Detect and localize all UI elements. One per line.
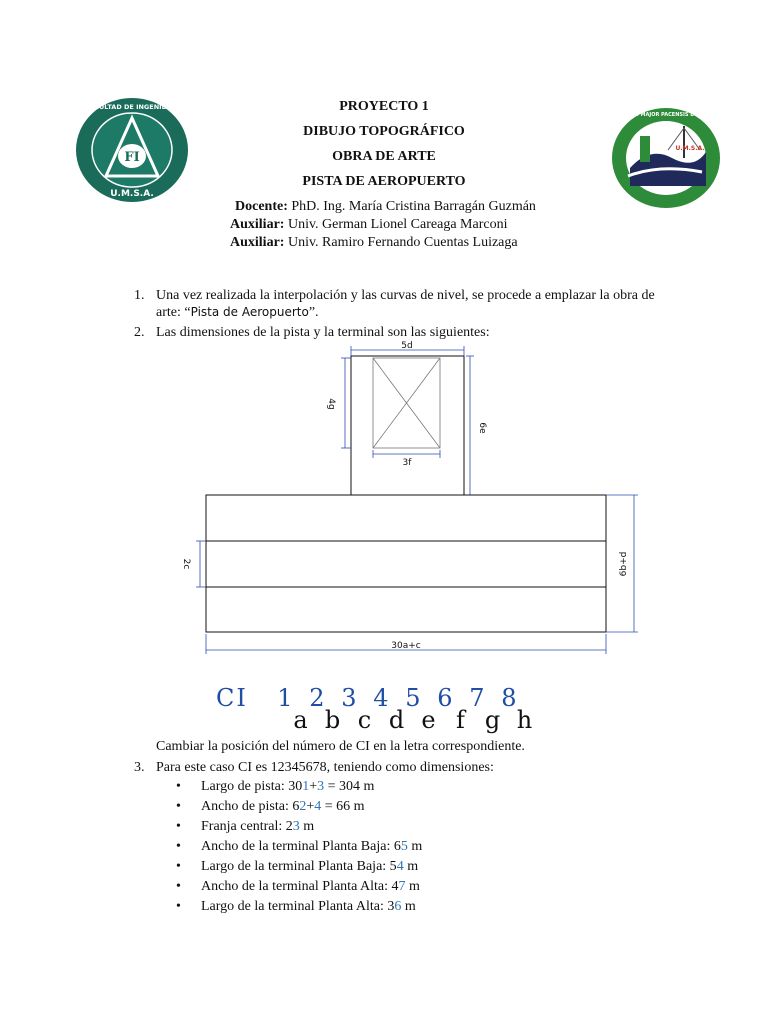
header-project: PROYECTO 1 [339,99,429,114]
ci-letter: g [484,706,504,734]
list-item-1-mono: Pista de Aeropuerto [190,305,309,319]
instruction-text: Cambiar la posición del número de CI en la letra correspondiente. [156,739,525,754]
ci-letter: a [293,706,311,734]
auxiliar2-name: Univ. Ramiro Fernando Cuentas Luizaga [287,235,518,250]
auxiliar2-line [230,235,518,251]
bullet-dot: • [176,799,181,814]
university-logo-ring: UNIVERSITAS MAJOR PACENSIS DIVI ANDREAE [601,112,731,118]
header-course: DIBUJO TOPOGRÁFICO [303,124,465,139]
auxiliar2-label: Auxiliar: [230,235,285,250]
bullet-text: Largo de pista: 301+3 = 304 m [201,779,375,794]
docente-label: Docente: [235,199,288,214]
list-item-2-text: Las dimensiones de la pista y la terminal son las siguientes: [156,325,490,340]
university-logo-center: U.M.S.A. [675,145,705,152]
list-item-1-number: 1. [134,288,145,303]
ci-digit: 5 [405,684,423,712]
ci-letters-row [286,706,542,734]
bullet-text: Largo de la terminal Planta Alta: 36 m [201,899,416,914]
terminal-outer [351,356,464,495]
dim-top-label: 5d [401,341,413,351]
bullet-dot: • [176,879,181,894]
dim-left-bottom-label: 2c [181,558,191,570]
bullet-dot: • [176,839,181,854]
bullet-text: Ancho de pista: 62+4 = 66 m [201,799,365,814]
runway-outer [206,495,606,632]
bullet-text: Largo de la terminal Planta Baja: 54 m [201,859,419,874]
faculty-logo-ring: FACULTAD DE INGENIERIA [85,103,179,111]
dim-right-top-label: 6e [477,422,487,434]
ci-digit: 8 [501,684,519,712]
ci-letter: c [357,706,375,734]
bullet-dot: • [176,899,181,914]
ci-digit: 4 [373,684,391,712]
list-item-1-suffix: ”. [308,305,319,320]
runway-diagram [170,338,650,658]
bullet-text: Ancho de la terminal Planta Baja: 65 m [201,839,423,854]
ci-digit: 6 [437,684,455,712]
auxiliar1-name: Univ. German Lionel Careaga Marconi [287,217,508,232]
list-item-1-text [156,287,706,321]
docente-line [235,199,536,215]
dim-bottom-label: 30a+c [391,641,421,651]
ci-letter: f [456,706,468,734]
ci-letter: b [324,706,344,734]
auxiliar1-label: Auxiliar: [230,217,285,232]
auxiliar1-line [230,217,507,233]
dim-inner-label: 3f [402,458,412,468]
dim-left-top-label: 4g [326,398,336,410]
ci-letter: h [516,706,536,734]
list-item-3-number: 3. [134,760,145,775]
bullet-dot: • [176,779,181,794]
header-work-type: OBRA DE ARTE [332,149,436,164]
list-item-1-line1: Una vez realizada la interpolación y las curvas de nivel, se procede a emplazar la obra de [156,288,655,303]
header-topic: PISTA DE AEROPUERTO [302,174,466,189]
bullet-text: Ancho de la terminal Planta Alta: 47 m [201,879,420,894]
docente-name: PhD. Ing. María Cristina Barragán Guzmán [291,199,536,214]
faculty-logo-initials: FI [124,150,140,165]
bullet-text: Franja central: 23 m [201,819,315,834]
dim-right-bottom-label: 6b+d [619,551,629,577]
ci-digit: 7 [469,684,487,712]
ci-digit: 1 [277,684,295,712]
ci-letter: e [421,706,439,734]
list-item-3-text: Para este caso CI es 12345678, teniendo como dimensiones: [156,760,494,775]
faculty-logo-bottom: U.M.S.A. [110,189,154,199]
bullet-dot: • [176,859,181,874]
bullet-dot: • [176,819,181,834]
ci-digit: 2 [309,684,327,712]
ci-digit: 3 [341,684,359,712]
ci-letter: d [388,706,408,734]
ci-prefix: CI [216,684,248,712]
list-item-1-prefix: arte: “ [156,305,191,320]
list-item-2-number: 2. [134,325,145,340]
